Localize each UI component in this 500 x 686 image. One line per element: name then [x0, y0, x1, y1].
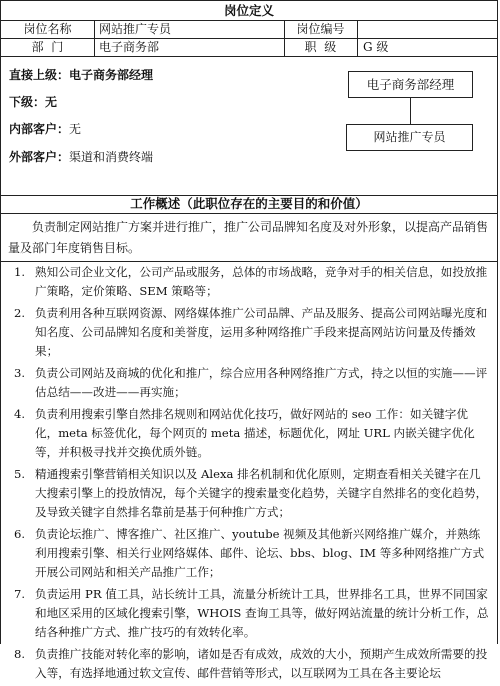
duty-text: 负责利用各种互联网资源、网络媒体推广公司品牌、产品及服务、提高公司网站曝光度和知名度、公司品牌知名度和美誉度，运用多种网络推广手段来提高网站访问量及传播效果； [35, 306, 488, 358]
label-grade: 职 级 [304, 40, 337, 54]
superior-label: 直接上级： [9, 68, 70, 82]
duty-item [1, 405, 497, 462]
overview-text: 负责制定网站推广方案并进行推广，推广公司品牌知名度及对外形象，以提高产品销售量及部门年度销售目标。 [8, 220, 489, 255]
page-title: 岗位定义 [223, 3, 274, 18]
superior-value: 电子商务部经理 [69, 68, 154, 82]
duty-text: 负责推广技能对转化率的影响，诸如是否有成效，成效的大小，预期产生成效所需要的投入等，有选择地通过软文宣传、邮件营销等形式，以互联网为工具在各主要论坛 [35, 647, 488, 680]
duty-item [1, 465, 497, 522]
label-position-number: 岗位编号 [296, 22, 345, 36]
duty-text: 负责论坛推广、博客推广、社区推广、youtube 视频及其他新兴网络推广媒介，并熟练利用搜索引擎、相关行业网络媒体、邮件、论坛、bbs、blog、IM 等多种网络推广方式开展公司网站和相关产品推广工作； [35, 527, 485, 579]
duty-item [1, 304, 497, 361]
duty-text: 负责利用搜索引擎自然排名规则和网站优化技巧，做好网站的 seo 工作：如关键字优化，meta 标签优化，每个网页的 meta 描述，标题优化，网址 URL 内嵌关键字优化等，并积极寻找并交换优质外链。 [35, 407, 475, 459]
duty-item [1, 525, 497, 582]
overview-heading: 工作概述（此职位存在的主要目的和价值） [130, 196, 368, 211]
duty-number: 1. [13, 265, 25, 279]
superior-line [9, 67, 153, 83]
duty-number: 8. [13, 647, 25, 661]
value-grade: G 级 [363, 40, 389, 54]
subordinate-label: 下级： [9, 95, 46, 109]
subordinate-value: 无 [45, 95, 58, 109]
duty-text: 精通搜索引擎营销相关知识以及 Alexa 排名机制和优化原则，定期查看相关关键字在几大搜索引擎上的投放情况，每个关键字的搜索量变化趋势，关键字自然排名的变化趋势，及导致关键字自然排名靠前是基于何种推广方式； [35, 467, 488, 519]
duty-item [1, 585, 497, 642]
duty-number: 7. [13, 587, 25, 601]
duty-number: 3. [13, 366, 25, 380]
label-position-name: 岗位名称 [23, 22, 72, 36]
internal-client-label: 内部客户： [9, 122, 70, 136]
duty-text: 负责公司网站及商城的优化和推广，综合应用各种网络推广方式，持之以恒的实施——评估总结——改进——再实施； [35, 366, 488, 399]
duty-number: 5. [13, 467, 25, 481]
duty-item [1, 263, 497, 301]
duty-number: 4. [13, 407, 25, 421]
internal-client-line [9, 121, 81, 137]
value-department: 电子商务部 [99, 40, 160, 54]
external-client-value: 渠道和消费终端 [69, 150, 154, 164]
duty-item [1, 364, 497, 402]
duty-text: 负责运用 PR 值工具，站长统计工具，流量分析统计工具，世界排名工具，世界不同国家和地区采用的区域化搜索引擎，WHOIS 查询工具等，做好网站流量的统计分析工作，总结各种推广方式、推广技巧的有效转化率。 [35, 587, 489, 639]
org-box-manager: 电子商务部经理 [348, 71, 473, 98]
duty-number: 6. [13, 527, 25, 541]
duty-text: 熟知公司企业文化，公司产品或服务，总体的市场战略，竞争对手的相关信息，如投放推广策略，定价策略、SEM 策略等； [35, 265, 488, 298]
duties-list [1, 263, 497, 686]
subordinate-line [9, 94, 57, 110]
external-client-line [9, 149, 153, 165]
label-department: 部 门 [31, 40, 64, 54]
duty-item [1, 645, 497, 683]
external-client-label: 外部客户： [9, 150, 70, 164]
duty-number: 2. [13, 306, 25, 320]
value-position-name: 网站推广专员 [99, 22, 172, 36]
org-connector [410, 98, 411, 124]
internal-client-value: 无 [69, 122, 82, 136]
org-box-specialist: 网站推广专员 [346, 124, 473, 151]
